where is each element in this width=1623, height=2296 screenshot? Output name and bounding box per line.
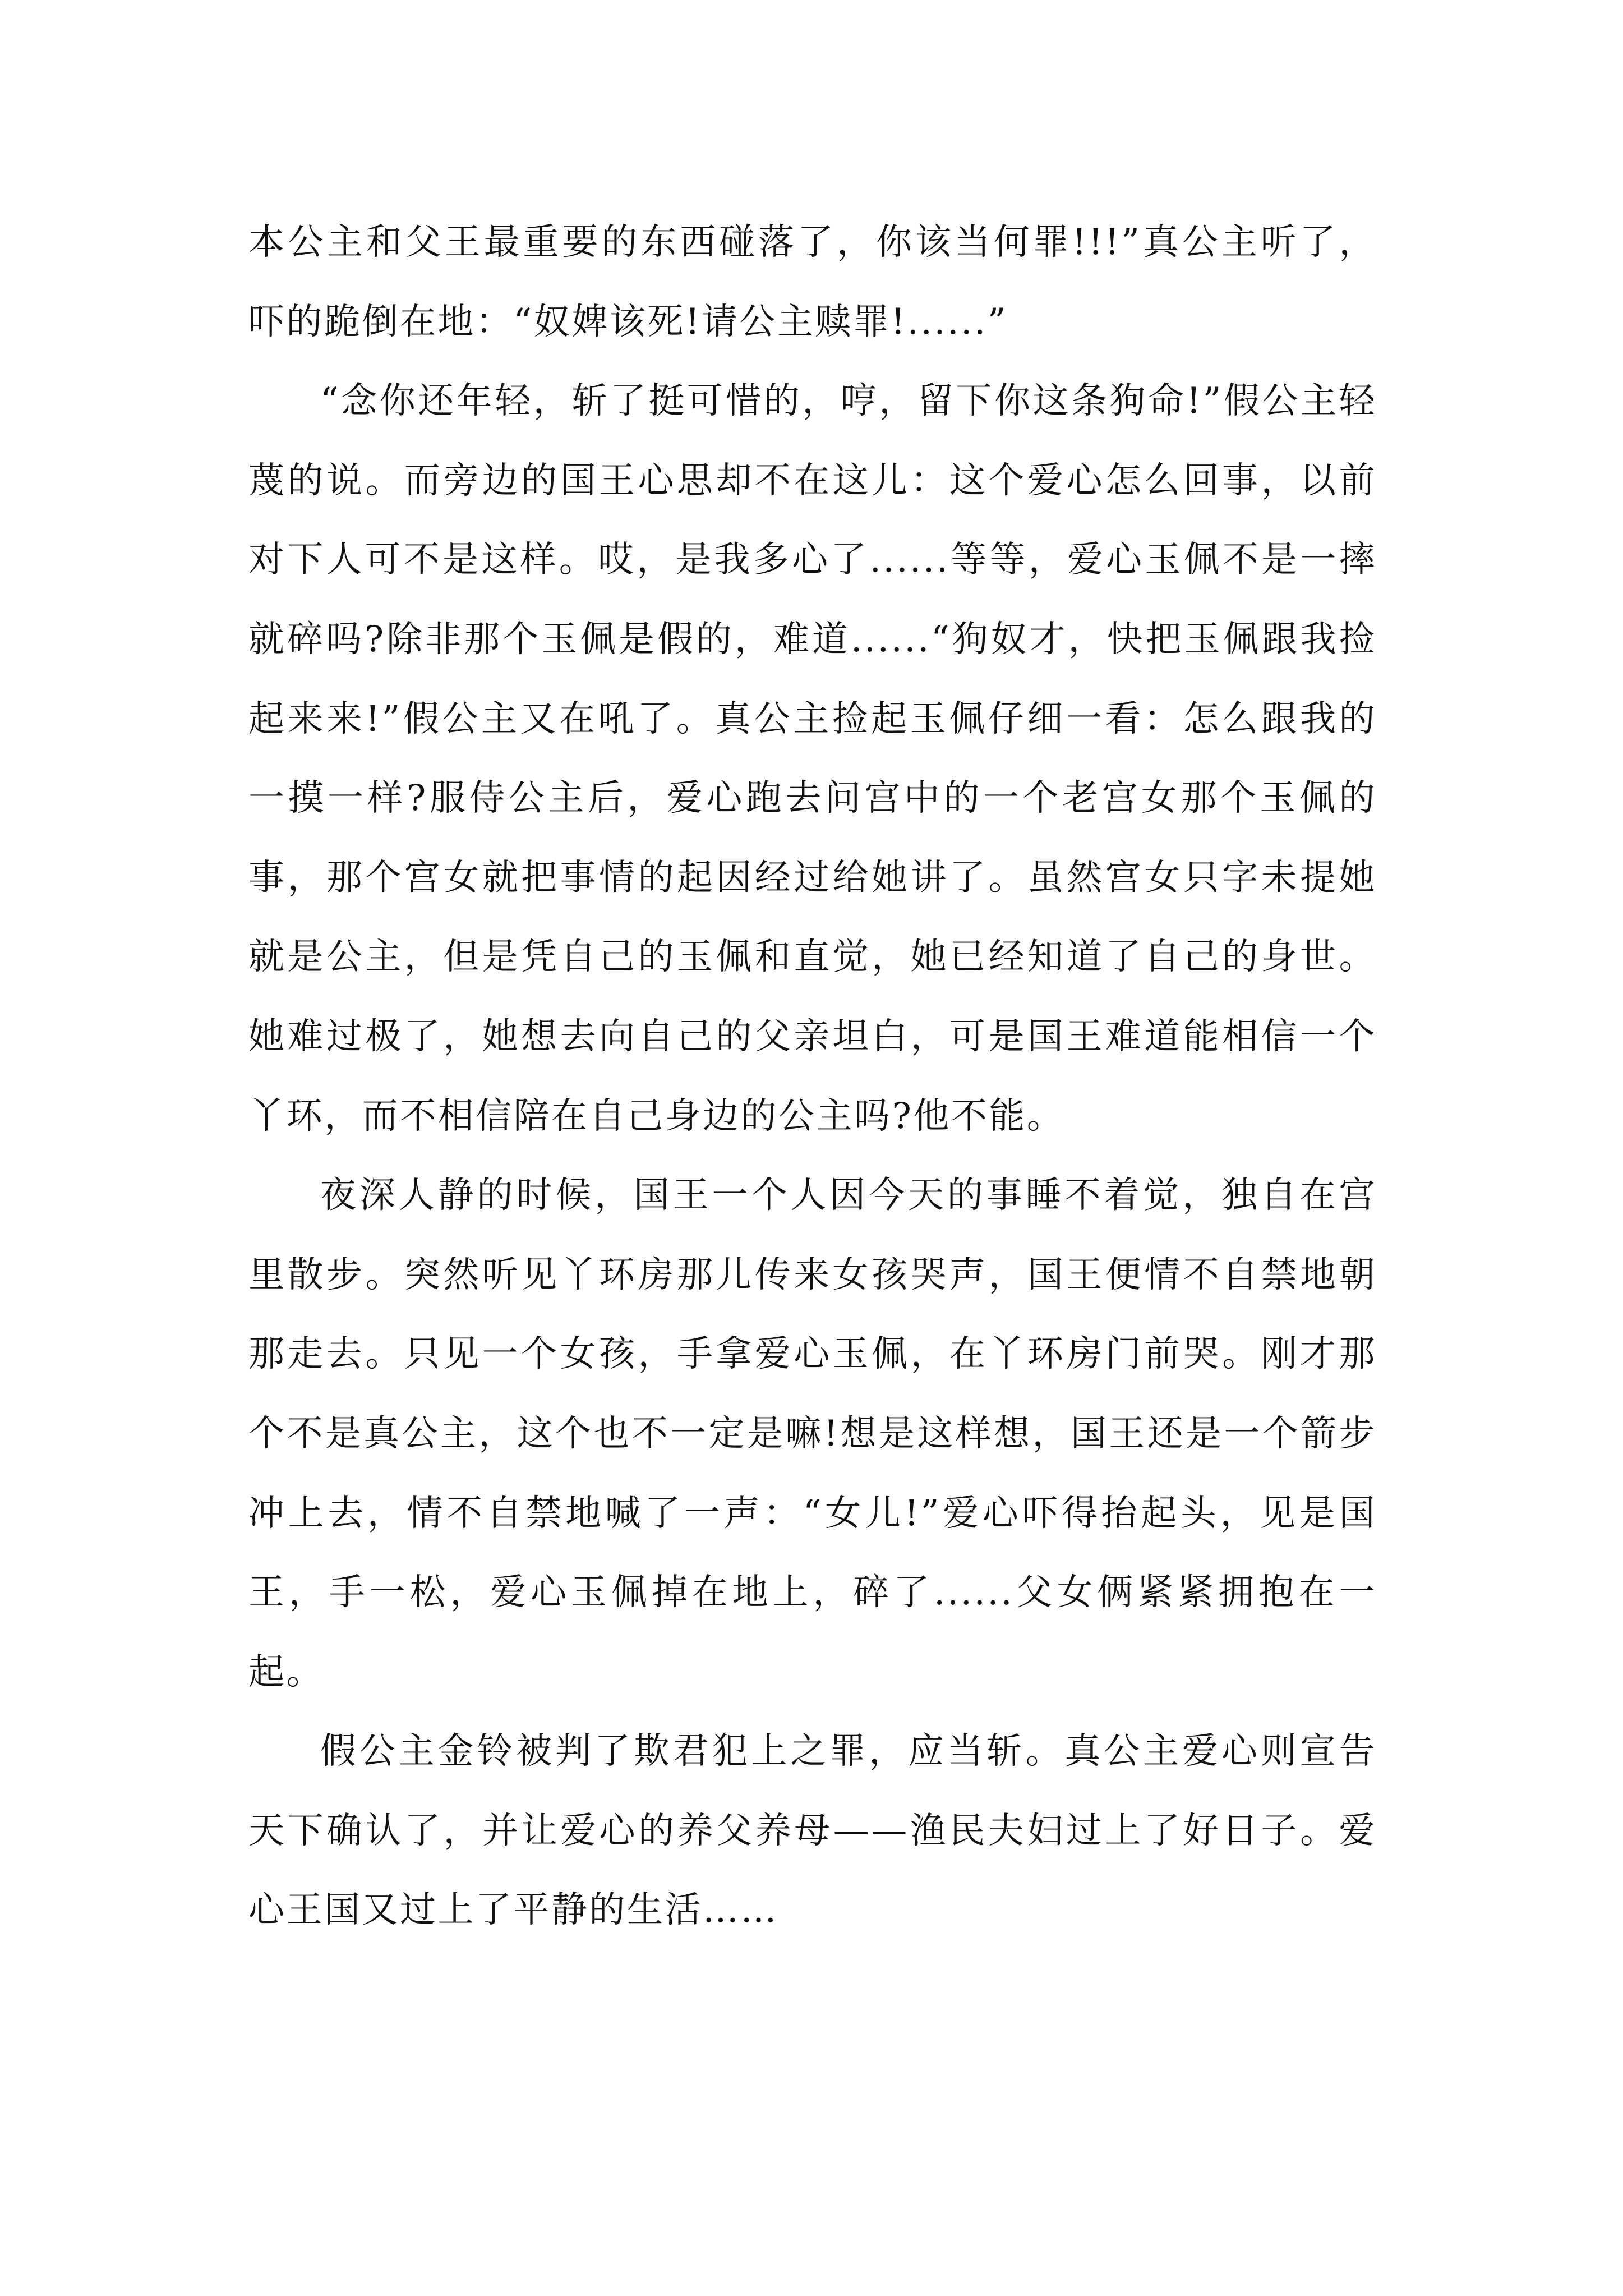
- paragraph-2: “念你还年轻，斩了挺可惜的，哼，留下你这条狗命!”假公主轻蔑的说。而旁边的国王心思却不在这儿：这个爱心怎么回事，以前对下人可不是这样。哎，是我多心了......等等，爱心玉佩不是一摔就碎吗?除非那个玉佩是假的，难道......“狗奴才，快把玉佩跟我捡起来来!”假公主又在吼了。真公主捡起玉佩仔细一看：怎么跟我的一摸一样?服侍公主后，爱心跑去问宫中的一个老宫女那个玉佩的事，那个宫女就把事情的起因经过给她讲了。虽然宫女只字未提她就是公主，但是凭自己的玉佩和直觉，她已经知道了自己的身世。她难过极了，她想去向自己的父亲坦白，可是国王难道能相信一个丫环，而不相信陪在自己身边的公主吗?他不能。: [248, 380, 1377, 1137]
- paragraph-3: 夜深人静的时候，国王一个人因今天的事睡不着觉，独自在宫里散步。突然听见丫环房那儿传来女孩哭声，国王便情不自禁地朝那走去。只见一个女孩，手拿爱心玉佩，在丫环房门前哭。刚才那个不是真公主，这个也不一定是嘛!想是这样想，国王还是一个箭步冲上去，情不自禁地喊了一声：“女儿!”爱心吓得抬起头，见是国王，手一松，爱心玉佩掉在地上，碎了......父女俩紧紧拥抱在一起。: [248, 1175, 1377, 1693]
- paragraph-4: 假公主金铃被判了欺君犯上之罪，应当斩。真公主爱心则宣告天下确认了，并让爱心的养父养母——渔民夫妇过上了好日子。爱心王国又过上了平静的生活……: [248, 1731, 1377, 1931]
- body-text: [248, 203, 1377, 1950]
- paragraph-1: 本公主和父王最重要的东西碰落了，你该当何罪!!!”真公主听了，吓的跪倒在地：“奴婢该死!请公主赎罪!......”: [248, 222, 1377, 343]
